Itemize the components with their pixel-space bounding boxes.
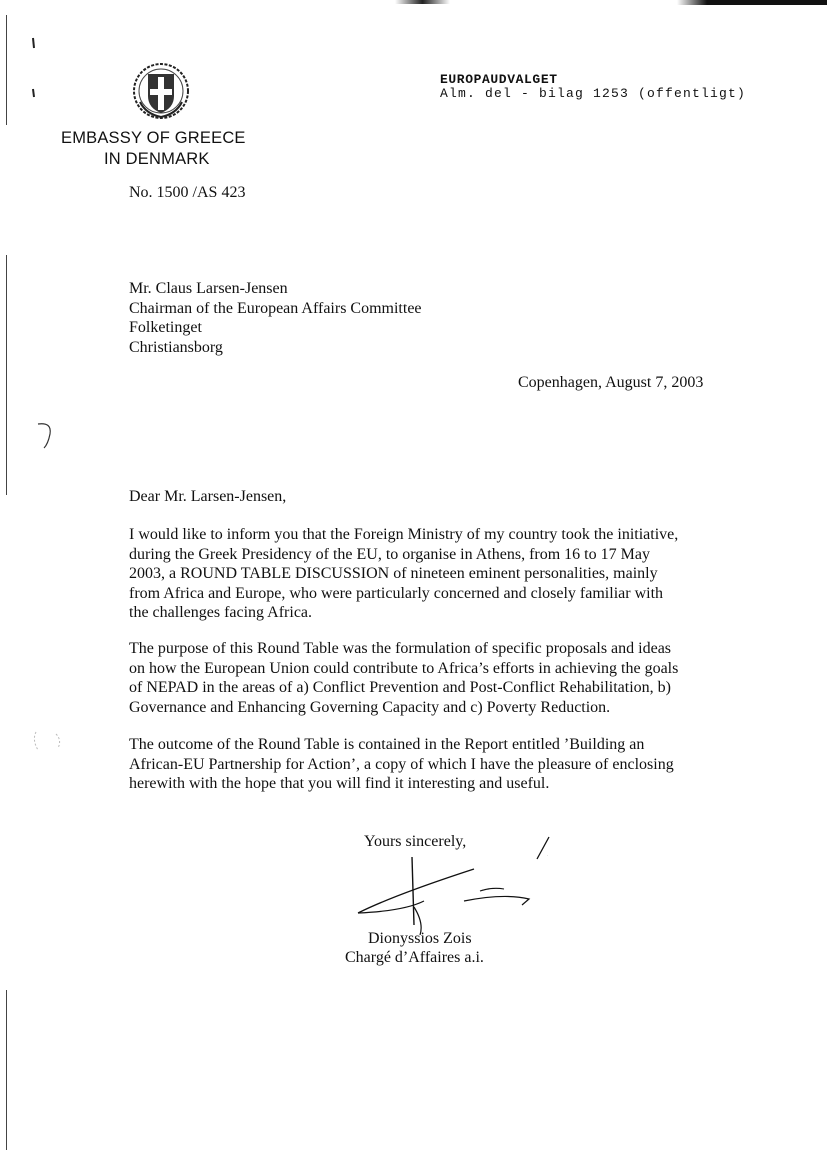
- recipient-name: Mr. Claus Larsen-Jensen: [129, 280, 288, 297]
- scan-edge-line: [6, 255, 7, 495]
- scan-smudge-icon: [30, 728, 66, 756]
- body-paragraph-3: [129, 735, 711, 794]
- stamp-title: EUROPAUDVALGET: [440, 72, 558, 87]
- recipient-title: Chairman of the European Affairs Committee: [129, 299, 422, 317]
- paragraph-line: of NEPAD in the areas of a) Conflict Prevention and Post-Conflict Rehabilitation, b): [129, 679, 671, 696]
- paragraph-line: from Africa and Europe, who were particularly concerned and closely familiar with: [129, 584, 664, 602]
- scan-edge-line: [6, 990, 7, 1150]
- paragraph-line: herewith with the hope that you will find it interesting and useful.: [129, 775, 550, 792]
- handwritten-signature: [354, 855, 554, 935]
- punch-hole-marks: [28, 36, 42, 106]
- scan-edge-line: [6, 15, 7, 125]
- reference-number: No. 1500 /AS 423: [129, 184, 246, 201]
- paragraph-line: 2003, a ROUND TABLE DISCUSSION of nineteen eminent personalities, mainly: [129, 565, 658, 582]
- scan-artifact-top-left: [395, 0, 450, 4]
- paragraph-line: African-EU Partnership for Action’, a copy of which I have the pleasure of enclosing: [129, 755, 674, 773]
- archive-stamp: [440, 73, 746, 101]
- paragraph-line: during the Greek Presidency of the EU, to organise in Athens, from 16 to 17 May: [129, 545, 650, 563]
- paragraph-line: on how the European Union could contribute to Africa’s efforts in achieving the goals: [129, 659, 679, 677]
- letterhead-line-1: EMBASSY OF GREECE: [61, 129, 246, 147]
- signature-tick-mark: [533, 835, 553, 861]
- closing: Yours sincerely,: [364, 833, 467, 850]
- letter-date: Copenhagen, August 7, 2003: [518, 374, 704, 391]
- scan-smudge-icon: [34, 418, 64, 458]
- signatory-title: Chargé d’Affaires a.i.: [345, 949, 484, 966]
- signatory-name: Dionyssios Zois: [368, 930, 472, 947]
- greek-coat-of-arms-icon: [132, 62, 190, 120]
- salutation: Dear Mr. Larsen-Jensen,: [129, 488, 287, 505]
- paragraph-line: the challenges facing Africa.: [129, 604, 313, 621]
- recipient-place: Christiansborg: [129, 338, 223, 356]
- letterhead-line-2: IN DENMARK: [104, 150, 210, 168]
- scan-artifact-top-right: [677, 0, 827, 5]
- recipient-address: [129, 279, 422, 357]
- body-paragraph-1: [129, 525, 711, 623]
- paragraph-line: The purpose of this Round Table was the formulation of specific proposals and ideas: [129, 640, 672, 657]
- body-paragraph-2: [129, 639, 711, 717]
- paragraph-line: I would like to inform you that the Foreign Ministry of my country took the initiative,: [129, 526, 679, 543]
- recipient-organisation: Folketinget: [129, 319, 202, 336]
- paragraph-line: Governance and Enhancing Governing Capacity and c) Poverty Reduction.: [129, 698, 611, 716]
- stamp-reference: Alm. del - bilag 1253 (offentligt): [440, 86, 747, 101]
- paragraph-line: The outcome of the Round Table is contained in the Report entitled ’Building an: [129, 736, 645, 753]
